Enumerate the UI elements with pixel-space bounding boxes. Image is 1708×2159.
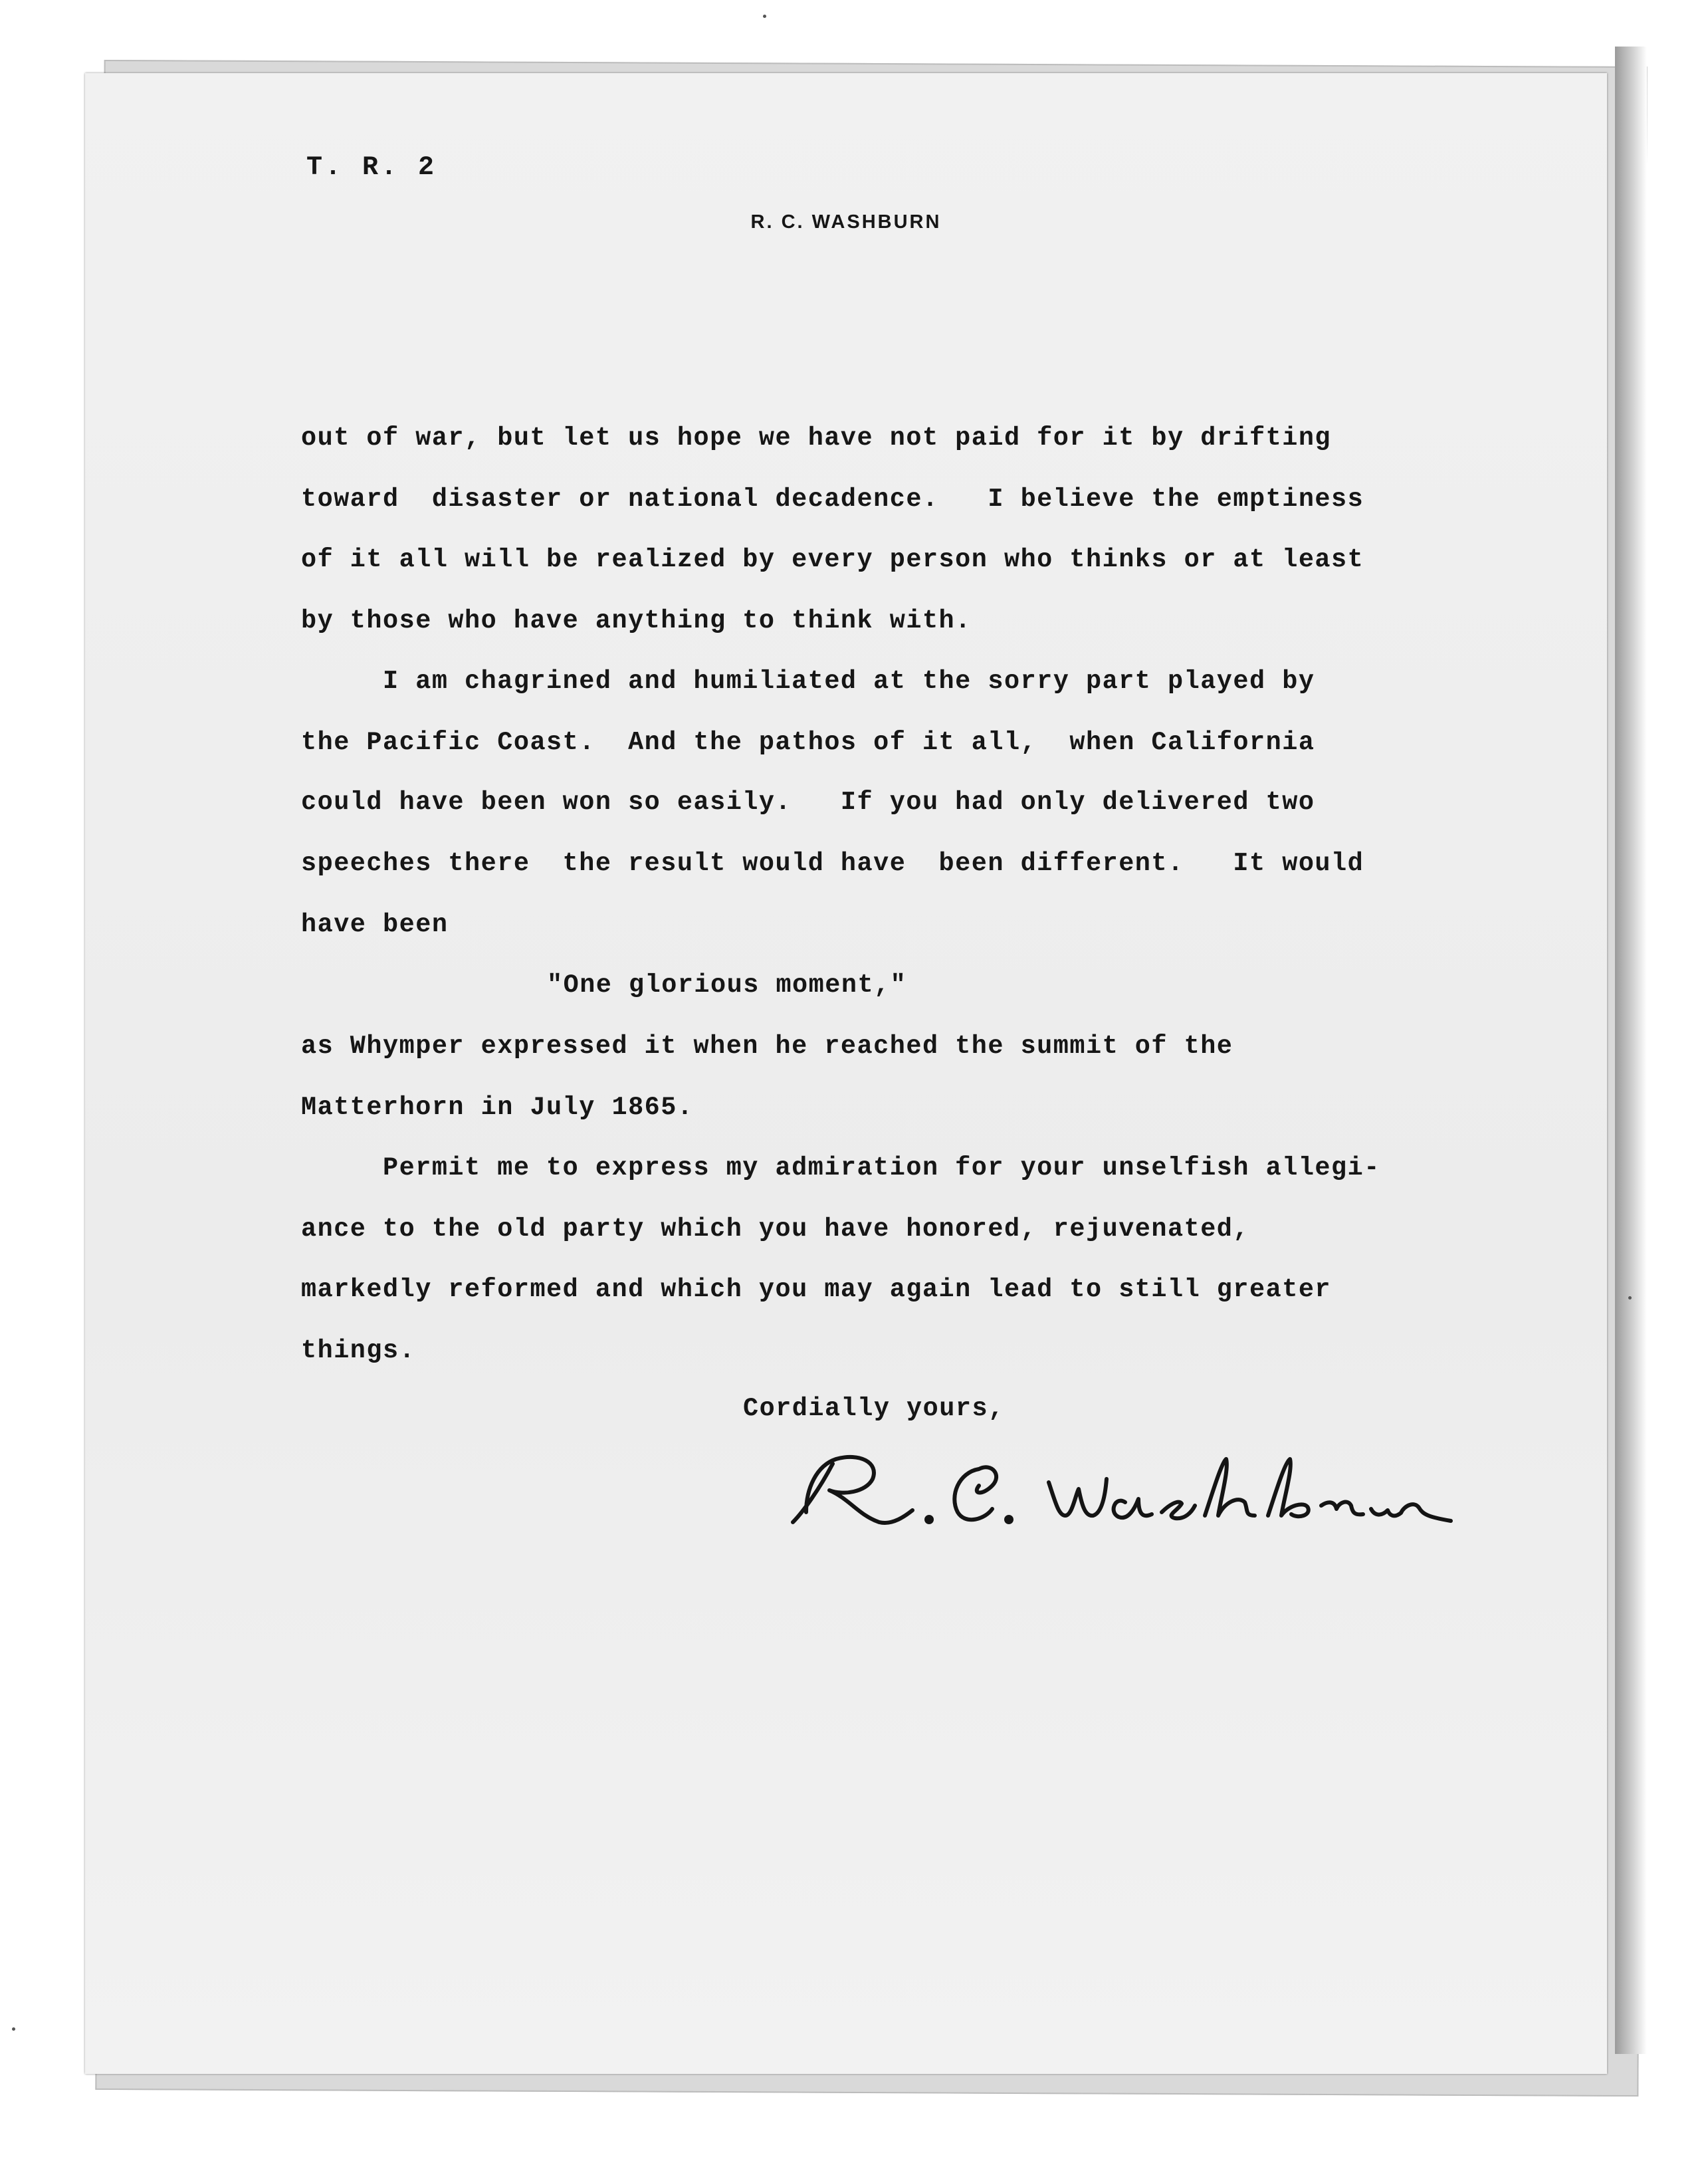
- body-line: markedly reformed and which you may again lead to still greater: [301, 1275, 1332, 1304]
- quotation-line: "One glorious moment,": [547, 970, 907, 1000]
- page-reference: T. R. 2: [306, 153, 437, 183]
- scan-speck: [12, 2027, 15, 2031]
- body-line: of it all will be realized by every person who thinks or at least: [301, 545, 1364, 574]
- body-line: ance to the old party which you have honored, rejuvenated,: [301, 1214, 1250, 1244]
- body-line: by those who have anything to think with.: [301, 606, 972, 635]
- body-line: the Pacific Coast. And the pathos of it all, when California: [301, 728, 1315, 757]
- letter-page: [85, 73, 1607, 2074]
- body-line: have been: [301, 910, 449, 939]
- body-line: I am chagrined and humiliated at the sorry part played by: [301, 667, 1315, 696]
- scan-speck: [1628, 1296, 1632, 1300]
- handwritten-signature: [780, 1449, 1464, 1535]
- closing: Cordially yours,: [743, 1394, 1005, 1423]
- body-line: Matterhorn in July 1865.: [301, 1093, 694, 1122]
- body-line: Permit me to express my admiration for your unselfish allegi-: [301, 1153, 1380, 1183]
- body-line: out of war, but let us hope we have not paid for it by drifting: [301, 423, 1332, 453]
- body-line: could have been won so easily. If you had only delivered two: [301, 788, 1315, 817]
- page-edge-shadow: [1615, 47, 1647, 2054]
- body-line: toward disaster or national decadence. I believe the emptiness: [301, 485, 1364, 514]
- letterhead: R. C. WASHBURN: [750, 211, 942, 233]
- body-line: speeches there the result would have been different. It would: [301, 849, 1364, 878]
- body-line: as Whymper expressed it when he reached the summit of the: [301, 1032, 1233, 1061]
- scan-speck: [763, 15, 766, 18]
- body-line: things.: [301, 1336, 416, 1365]
